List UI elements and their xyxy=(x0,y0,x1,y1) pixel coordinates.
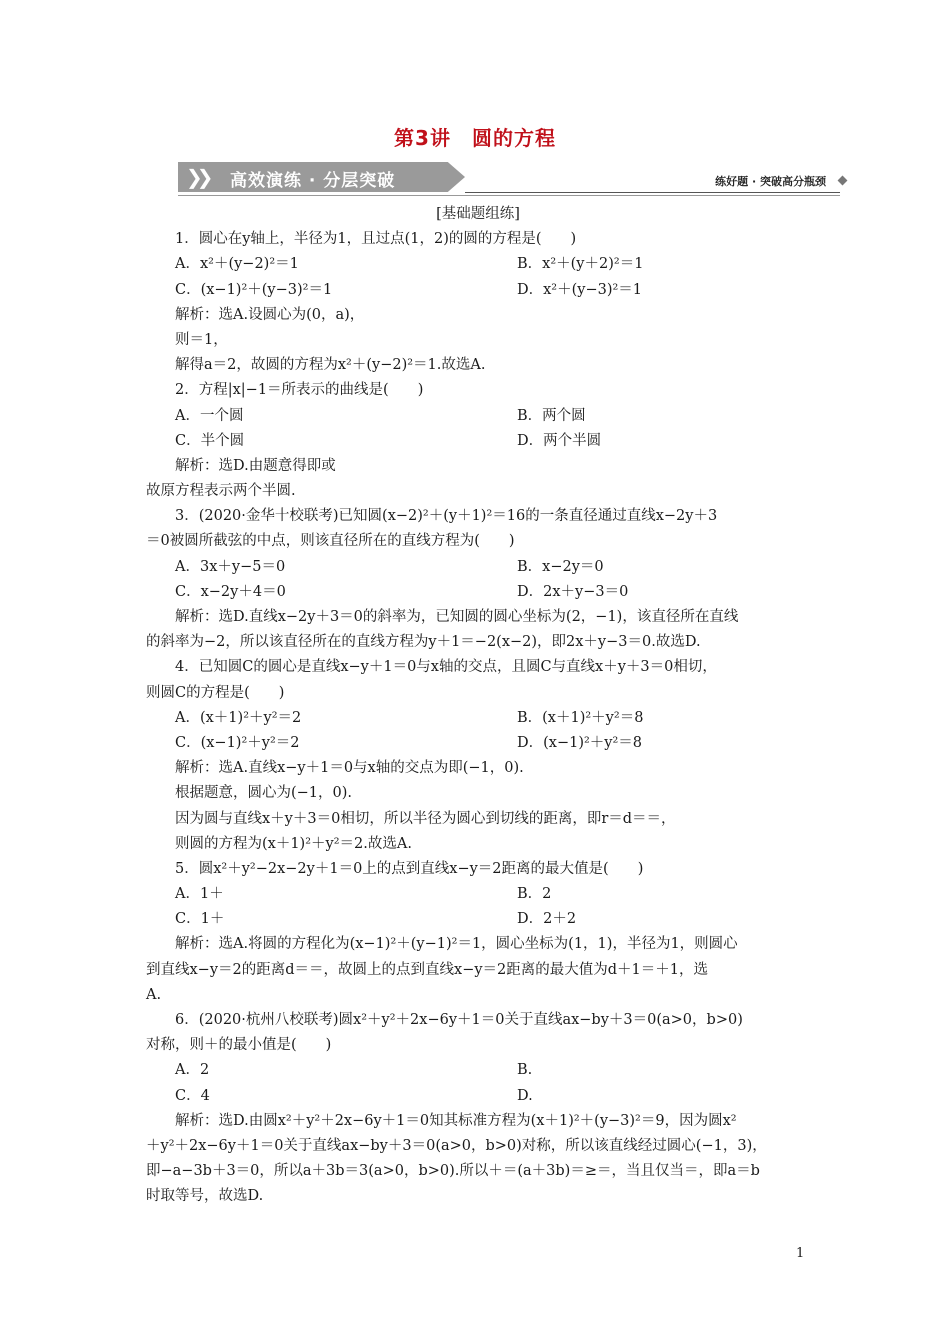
option-d: D．两个半圆 xyxy=(517,432,602,449)
solution-line: 故原方程表示两个半圆. xyxy=(146,483,296,500)
option-a: A．3x＋y−5＝0 xyxy=(175,558,286,575)
solution-line: 解析：选A.设圆心为(0，a)， xyxy=(175,306,365,323)
options-row xyxy=(146,580,810,605)
question-3: 3．(2020·金华十校联考)已知圆(x−2)²＋(y＋1)²＝16的一条直径通过直线x−2y＋3 xyxy=(175,508,718,525)
solution-line: 则圆的方程为(x＋1)²＋y²＝2.故选A. xyxy=(175,835,412,852)
banner-left-text: 高效演练 · 分层突破 xyxy=(230,171,396,191)
solution-line: 根据题意，圆心为(−1，0). xyxy=(175,785,353,802)
option-c: C．半个圆 xyxy=(175,432,245,449)
question-1: 1．圆心在y轴上，半径为1，且过点(1，2)的圆的方程是( ) xyxy=(175,231,577,248)
document-body xyxy=(146,202,810,1210)
option-d: D．x²＋(y−3)²＝1 xyxy=(517,281,643,298)
option-b: B. xyxy=(517,1062,533,1079)
section-banner xyxy=(178,160,850,194)
option-b: B．x²＋(y＋2)²＝1 xyxy=(517,256,644,273)
banner-divider xyxy=(465,192,840,193)
question-4-cont: 则圆C的方程是( ) xyxy=(146,684,285,701)
options-row xyxy=(146,1084,810,1109)
banner-right-text: 练好题 · 突破高分瓶颈 xyxy=(715,175,826,188)
options-row xyxy=(146,429,810,454)
option-b: B．2 xyxy=(517,886,552,903)
options-row xyxy=(146,907,810,932)
option-c: C．4 xyxy=(175,1087,210,1104)
question-4: 4．已知圆C的圆心是直线x−y＋1＝0与x轴的交点，且圆C与直线x＋y＋3＝0相切， xyxy=(175,659,717,676)
option-d: D．2＋2 xyxy=(517,911,577,928)
solution-line: 解析：选D.由题意得即或 xyxy=(175,457,336,474)
page-number: 1 xyxy=(796,1246,805,1261)
option-a: A．(x＋1)²＋y²＝2 xyxy=(175,709,302,726)
options-row xyxy=(146,1058,810,1083)
options-row xyxy=(146,278,810,303)
options-row xyxy=(146,706,810,731)
option-d: D. xyxy=(517,1087,533,1104)
solution-line: ＋y²＋2x−6y＋1＝0关于直线ax−by＋3＝0(a>0，b>0)对称，所以该直线经过圆心(−1，3)， xyxy=(146,1137,767,1154)
solution-line: 则＝1， xyxy=(175,331,228,348)
page-title: 第3讲 圆的方程 xyxy=(394,126,556,150)
option-b: B．两个圆 xyxy=(517,407,586,424)
options-row xyxy=(146,731,810,756)
option-a: A．1＋ xyxy=(175,886,224,903)
banner-divider-thin xyxy=(178,195,840,196)
option-a: A．x²＋(y−2)²＝1 xyxy=(175,256,299,273)
solution-line: 解析：选D.由圆x²＋y²＋2x−6y＋1＝0知其标准方程为(x＋1)²＋(y−3)²＝9，因为圆x² xyxy=(175,1112,737,1129)
diamond-icon xyxy=(838,176,848,186)
solution-line: A. xyxy=(146,986,162,1003)
question-2: 2．方程|x|−1＝所表示的曲线是( ) xyxy=(175,382,424,399)
solution-line: 解析：选A.将圆的方程化为(x−1)²＋(y−1)²＝1，圆心坐标为(1，1)，半径为1，则圆心 xyxy=(175,936,738,953)
solution-line: 解析：选A.直线x−y＋1＝0与x轴的交点为即(−1，0). xyxy=(175,760,524,777)
solution-line: 解得a＝2，故圆的方程为x²＋(y−2)²＝1.故选A. xyxy=(175,357,486,374)
option-a: A．2 xyxy=(175,1062,210,1079)
solution-line: 解析：选D.直线x−2y＋3＝0的斜率为，已知圆的圆心坐标为(2，−1)，该直径所在直线 xyxy=(175,609,739,625)
options-row xyxy=(146,882,810,907)
option-a: A．一个圆 xyxy=(175,407,244,424)
option-b: B．x−2y＝0 xyxy=(517,558,604,575)
option-d: D．(x−1)²＋y²＝8 xyxy=(517,734,643,751)
solution-line: 的斜率为−2，所以该直径所在的直线方程为y＋1＝−2(x−2)，即2x＋y−3＝0.故选D. xyxy=(146,634,701,651)
option-c: C．x−2y＋4＝0 xyxy=(175,583,286,600)
options-row xyxy=(146,252,810,277)
solution-line: 即−a−3b＋3＝0，所以a＋3b＝3(a>0，b>0).所以＋＝(a＋3b)＝≥＝，当且仅当＝，即a＝b xyxy=(146,1163,760,1180)
option-c: C．1＋ xyxy=(175,911,225,928)
solution-line: 时取等号，故选D. xyxy=(146,1188,264,1205)
option-c: C．(x−1)²＋(y−3)²＝1 xyxy=(175,281,333,298)
double-chevron-icon: ❯❯ xyxy=(186,165,208,189)
option-d: D．2x＋y−3＝0 xyxy=(517,583,629,600)
section-heading: [基础题组练] xyxy=(436,206,520,222)
options-row xyxy=(146,555,810,580)
solution-line: 到直线x−y＝2的距离d＝＝，故圆上的点到直线x−y＝2距离的最大值为d＋1＝＋1，选 xyxy=(146,961,708,978)
question-6-cont: 对称，则＋的最小值是( ) xyxy=(146,1037,332,1054)
question-6: 6．(2020·杭州八校联考)圆x²＋y²＋2x−6y＋1＝0关于直线ax−by＋3＝0(a>0，b>0) xyxy=(175,1012,743,1028)
options-row xyxy=(146,404,810,429)
solution-line: 因为圆与直线x＋y＋3＝0相切，所以半径为圆心到切线的距离，即r＝d＝＝， xyxy=(175,810,676,827)
question-3-cont: ＝0被圆所截弦的中点，则该直径所在的直线方程为( ) xyxy=(146,533,515,550)
question-5: 5．圆x²＋y²−2x−2y＋1＝0上的点到直线x−y＝2距离的最大值是( ) xyxy=(175,860,644,877)
option-b: B．(x＋1)²＋y²＝8 xyxy=(517,709,644,726)
option-c: C．(x−1)²＋y²＝2 xyxy=(175,734,300,751)
